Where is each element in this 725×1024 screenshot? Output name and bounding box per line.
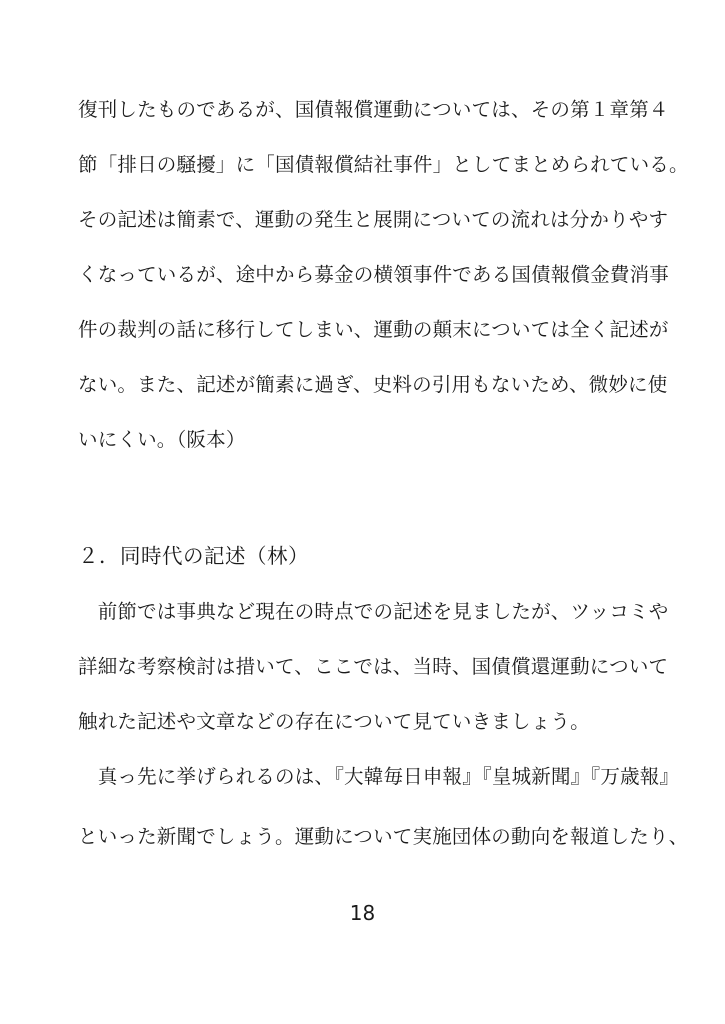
body-text-line: といった新聞でしょう。運動について実施団体の動向を報道したり、 [78,825,689,848]
body-text-line: 件の裁判の話に移行してしまい、運動の顛末については全く記述が [78,318,669,341]
body-text-line: いにくい。（阪本） [78,428,246,451]
body-text-line: ない。また、記述が簡素に過ぎ、史料の引用もないため、微妙に使 [78,373,668,396]
body-text-line: 前節では事典など現在の時点での記述を見ましたが、ツッコミや [78,600,669,623]
body-text-line: 詳細な考察検討は措いて、ここでは、当時、国債償還運動について [78,655,669,678]
body-text-line: 真っ先に挙げられるのは、『大韓毎日申報』『皇城新聞』『万歳報』 [78,765,680,788]
body-text-line: くなっているが、途中から募金の横領事件である国債報償金費消事 [78,263,670,286]
section-heading: ２．同時代の記述（林） [78,544,309,568]
body-text-line: 復刊したものであるが、国債報償運動については、その第１章第４ [78,98,669,121]
page-number: 18 [349,901,376,925]
body-text-line: 触れた記述や文章などの存在について見ていきましょう。 [78,710,590,733]
body-text-line: 節「排日の騒擾」に「国債報償結社事件」としてまとめられている。 [78,153,689,176]
body-text-line: その記述は簡素で、運動の発生と展開についての流れは分かりやす [78,208,669,231]
